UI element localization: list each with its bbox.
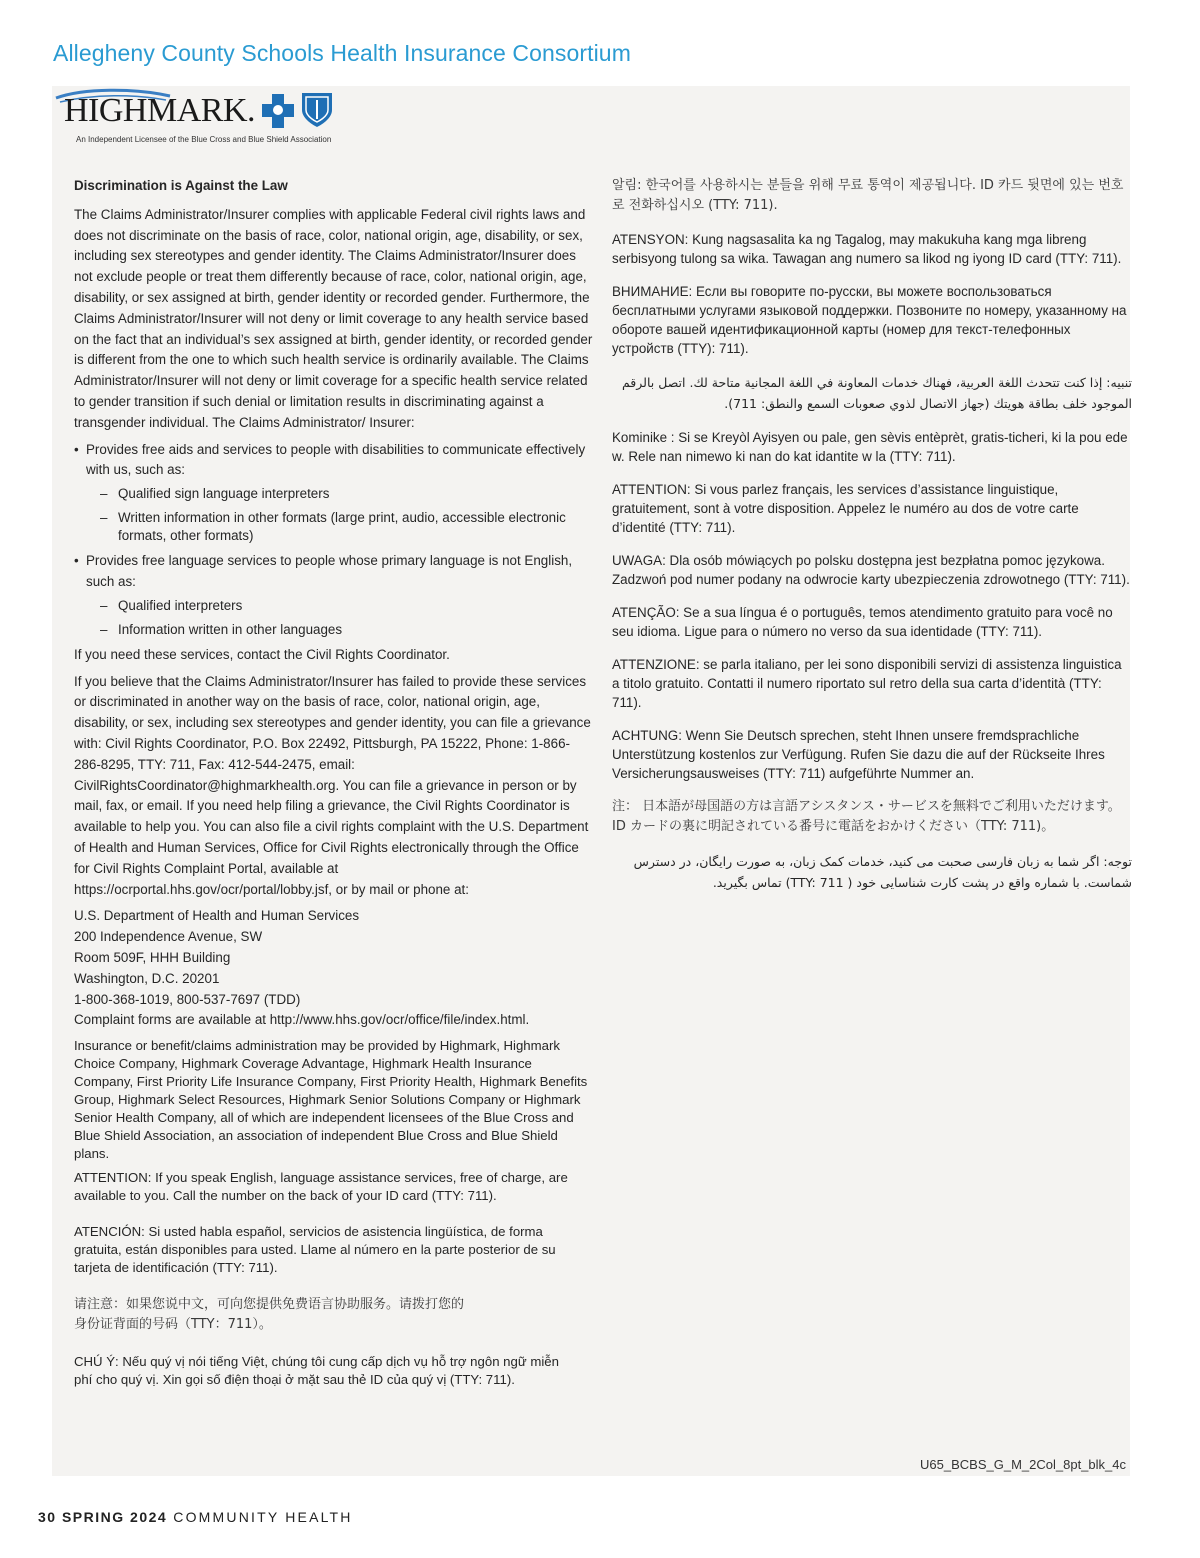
- list-item: [74, 551, 594, 639]
- persian-notice: توجه: اگر شما به زبان فارسی صحبت می کنید، خدمات کمک زبان، به صورت رایگان، در دسترس شماست. با شماره واقع در پشت کارت شناسایی خود ( TTY: 711) تماس بگیرید.: [633, 854, 1132, 890]
- vietnamese-notice: CHÚ Ý: Nếu quý vị nói tiếng Việt, chúng tôi cung cấp dịch vụ hỗ trợ ngôn ngữ miễn phí cho quý vị. Xin gọi số điện thoại ở mặt sau thẻ ID của quý vị (TTY: 711).: [74, 1354, 559, 1388]
- contact-paragraph: If you need these services, contact the Civil Rights Coordinator.: [74, 646, 450, 662]
- japanese-notice: 注： 日本語が母国語の方は言語アシスタンス・サービスを無料でご利用いただけます。ID カードの裏に明記されている番号に電話をおかけください（TTY: 711)。: [612, 799, 1121, 834]
- nondiscrimination-notice: [52, 86, 1130, 1476]
- right-column: [612, 176, 1132, 907]
- list-item: – Qualified sign language interpreters: [86, 485, 594, 503]
- russian-notice: ВНИМАНИЕ: Если вы говорите по-русски, вы можете воспользоваться бесплатными услугами языковой поддержки. Позвоните по номеру, указанному на обороте вашей идентификационной карты (номер для текст-телефонных устройств (TTY): 711).: [612, 284, 1127, 356]
- section-label: COMMUNITY HEALTH: [173, 1509, 353, 1525]
- address-line: 1-800-368-1019, 800-537-7697 (TDD): [74, 991, 301, 1007]
- bullet-text: Provides free aids and services to people with disabilities to communicate effectively with us, such as:: [86, 441, 586, 478]
- creole-notice: Kominike : Si se Kreyòl Ayisyen ou pale, gen sèvis entèprèt, gratis-ticheri, ki la pou ede w. Rele nan nimewo ki nan do kat idantite w la (TTY: 711).: [612, 430, 1128, 464]
- list-item: – Information written in other languages: [86, 621, 594, 639]
- german-notice: ACHTUNG: Wenn Sie Deutsch sprechen, steht Ihnen unsere fremdsprachliche Unterstützung kostenlos zur Verfügung. Rufen Sie dazu die auf der Rückseite Ihres Versicherungsausweises (TTY: 711) aufgeführte Nummer an.: [612, 728, 1105, 781]
- italian-notice: ATTENZIONE: se parla italiano, per lei sono disponibili servizi di assistenza linguistica a titolo gratuito. Contatti il numero riportato sul retro della sua carta d’identità (TTY: 711).: [612, 657, 1122, 710]
- intro-paragraph: The Claims Administrator/Insurer complies with applicable Federal civil rights laws and does not discriminate on the basis of race, color, national origin, age, disability, or sex, including sex stereotypes and gender identity. The Claims Administrator/Insurer does not exclude people or treat them differently because of race, color, national origin, age, disability, or sex assigned at birth, gender identity or recorded gender. Furthermore, the Claims Administrator/Insurer will not deny or limit coverage to any health service based on the fact that an individual’s sex assigned at birth, gender identity, or recorded gender is different from the one to which such health service is ordinarily available. The Claims Administrator/Insurer will not deny or limit coverage for a specific health service related to gender transition if such denial or limitation results in discriminating against a transgender individual. The Claims Administrator/ Insurer:: [74, 206, 593, 430]
- logo-wordmark: HIGHMARK.: [64, 92, 255, 129]
- korean-notice: 알림: 한국어를 사용하시는 분들을 위해 무료 통역이 제공됩니다. ID 카드 뒷면에 있는 번호로 전화하십시오 (TTY: 711).: [612, 178, 1124, 213]
- blue-shield-icon: [302, 93, 332, 127]
- list-item: – Written information in other formats (large print, audio, accessible electronic formats, other formats): [86, 509, 594, 545]
- polish-notice: UWAGA: Dla osób mówiących po polsku dostępna jest bezpłatna pomoc językowa. Zadzwoń pod numer podany na odwrocie karty ubezpieczenia zdrowotnego (TTY: 711).: [612, 553, 1130, 587]
- logo-tagline: An Independent Licensee of the Blue Cross and Blue Shield Association: [76, 135, 332, 144]
- address-line: Room 509F, HHH Building: [74, 949, 231, 965]
- spanish-notice: ATENCIÓN: Si usted habla español, servicios de asistencia lingüística, de forma gratuita, están disponibles para usted. Llame al número en la parte posterior de su tarjeta de identificación (TTY: 711).: [74, 1224, 556, 1276]
- left-column: [74, 176, 594, 1389]
- list-item: – Qualified interpreters: [86, 597, 594, 615]
- english-notice: ATTENTION: If you speak English, language assistance services, free of charge, are available to you. Call the number on the back of your ID card (TTY: 711).: [74, 1170, 568, 1204]
- address-line: 200 Independence Avenue, SW: [74, 929, 263, 945]
- insurers-paragraph: Insurance or benefit/claims administration may be provided by Highmark, Highmark Choice Company, Highmark Coverage Advantage, Highmark Health Insurance Company, First Priority Life Insurance Company, First Priority Health, Highmark Benefits Group, Highmark Select Resources, Highmark Senior Solutions Company or Highmark Senior Health Company, all of which are independent licensees of the Blue Cross and Blue Shield Association, an association of independent Blue Cross and Blue Shield plans.: [74, 1038, 588, 1162]
- blue-cross-icon: [262, 94, 294, 128]
- address-line: Washington, D.C. 20201: [74, 970, 220, 986]
- page-title: Allegheny County Schools Health Insurance Consortium: [53, 40, 631, 66]
- address-line: U.S. Department of Health and Human Services: [74, 908, 360, 924]
- highmark-logo: [54, 88, 354, 148]
- notice-heading: Discrimination is Against the Law: [74, 178, 288, 193]
- grievance-paragraph: If you believe that the Claims Administrator/Insurer has failed to provide these services or discriminated in another way on the basis of race, color, national origin, age, disability, or sex, including sex stereotypes and gender identity, you can file a grievance with: Civil Rights Coordinator, P.O. Box 22492, Pittsburgh, PA 15222, Phone: 1-866-286-8295, TTY: 711, Fax: 412-544-2475, email: CivilRightsCoordinator@highmarkhealth.org. You can file a grievance in person or by mail, fax, or email. If you need help filing a grievance, the Civil Rights Coordinator is available to help you. You can also file a civil rights complaint with the U.S. Department of Health and Human Services, Office for Civil Rights electronically through the Office for Civil Rights Complaint Portal, available at https://ocrportal.hhs.gov/ocr/portal/lobby.jsf, or by mail or phone at:: [74, 673, 591, 897]
- issue-label: 30 SPRING 2024: [38, 1509, 168, 1525]
- hhs-address: [74, 906, 594, 1031]
- french-notice: ATTENTION: Si vous parlez français, les services d’assistance linguistique, gratuitement, sont à votre disposition. Appelez le numéro au dos de votre carte d’identité (TTY: 711).: [612, 482, 1079, 535]
- portuguese-notice: ATENÇÃO: Se a sua língua é o português, temos atendimento gratuito para você no seu idioma. Ligue para o número no verso da sua identidade (TTY: 711).: [612, 605, 1113, 639]
- chinese-notice: 请注意：如果您说中文，可向您提供免费语言协助服务。请拨打您的身份证背面的号码（TTY：711）。: [74, 1297, 465, 1333]
- page-footer: [38, 1509, 353, 1525]
- list-item: [74, 440, 594, 546]
- services-list: [74, 440, 594, 639]
- document-code: U65_BCBS_G_M_2Col_8pt_blk_4c: [920, 1457, 1126, 1472]
- tagalog-notice: ATENSYON: Kung nagsasalita ka ng Tagalog, may makukuha kang mga libreng serbisyong tulong sa wika. Tawagan ang numero sa likod ng iyong ID card (TTY: 711).: [612, 232, 1122, 266]
- address-line: Complaint forms are available at http://www.hhs.gov/ocr/office/file/index.html.: [74, 1012, 530, 1028]
- bullet-text: Provides free language services to people whose primary language is not English, such as:: [86, 553, 573, 589]
- arabic-notice: تنبيه: إذا كنت تتحدث اللغة العربية، فهناك خدمات المعاونة في اللغة المجانية متاحة لك. اتصل بالرقم الموجود خلف بطاقة هويتك (جهاز الاتصال لذوي صعوبات السمع والنطق: 711).: [621, 375, 1132, 411]
